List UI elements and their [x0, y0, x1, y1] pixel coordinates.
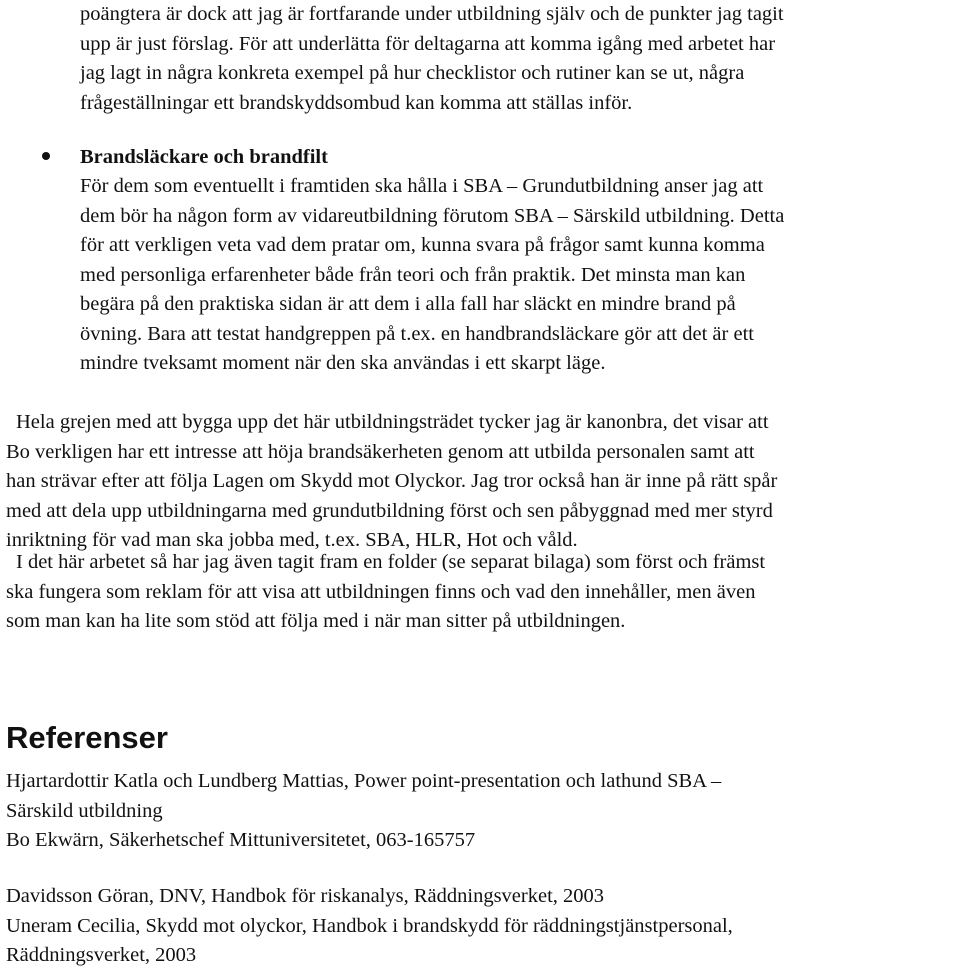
intro-paragraph	[80, 0, 784, 118]
text-line: jag lagt in några konkreta exempel på hur checklistor och rutiner kan se ut, några	[80, 62, 745, 84]
text-line: mindre tveksamt moment när den ska användas i ett skarpt läge.	[80, 352, 606, 374]
reference-item: Bo Ekwärn, Säkerhetschef Mittuniversitetet, 063-165757	[6, 829, 476, 851]
text-line: Bo verkligen har ett intresse att höja brandsäkerheten genom att utbilda personalen samt att	[6, 440, 755, 463]
text-line: han strävar efter att följa Lagen om Skydd mot Olyckor. Jag tror också han är inne på rätt spår	[6, 470, 778, 492]
text-line: ska fungera som reklam för att visa att utbildningen finns och vad den innehåller, men även	[6, 580, 756, 603]
reference-item: Hjartardottir Katla och Lundberg Mattias, Power point-presentation och lathund SBA –	[6, 770, 722, 792]
text-line: för att verkligen veta vad dem pratar om, kunna svara på frågor samt kunna komma	[80, 234, 765, 256]
bullet-paragraph	[80, 172, 784, 379]
text-line: Hela grejen med att bygga upp det här utbildningsträdet tycker jag är kanonbra, det visar att	[16, 411, 769, 433]
text-line: frågeställningar ett brandskyddsombud kan komma att ställas inför.	[80, 91, 633, 114]
references-heading: Referenser	[6, 720, 168, 755]
text-line: med att dela upp utbildningarna med grundutbildning först och sen påbyggnad med mer styrd	[6, 499, 773, 522]
reference-item: Särskild utbildning	[6, 799, 163, 822]
text-line: För dem som eventuellt i framtiden ska hålla i SBA – Grundutbildning anser jag att	[80, 175, 764, 197]
reference-item: Räddningsverket, 2003	[6, 944, 197, 966]
text-line: övning. Bara att testat handgreppen på t.ex. en handbrandsläckare gör att det är ett	[80, 322, 754, 345]
bullet-icon	[42, 152, 50, 160]
text-line: begära på den praktiska sidan är att dem i alla fall har släckt en mindre brand på	[80, 293, 736, 315]
body-paragraph	[6, 548, 765, 637]
bullet-heading: Brandsläckare och brandfilt	[80, 146, 328, 168]
reference-item: Uneram Cecilia, Skydd mot olyckor, Handbok i brandskydd för räddningstjänstpersonal,	[6, 914, 733, 937]
body-paragraph	[6, 408, 777, 556]
text-line: poängtera är dock att jag är fortfarande under utbildning själv och de punkter jag tagit	[80, 3, 784, 25]
reference-list	[6, 767, 721, 856]
text-line: dem bör ha någon form av vidareutbildning förutom SBA – Särskild utbildning. Detta	[80, 204, 785, 227]
text-line: I det här arbetet så har jag även tagit fram en folder (se separat bilaga) som först och främst	[16, 551, 766, 573]
text-line: med personliga erfarenheter både från teori och från praktik. Det minsta man kan	[80, 263, 746, 286]
reference-list	[6, 882, 733, 971]
text-line: upp är just förslag. För att underlätta för deltagarna att komma igång med arbetet har	[80, 32, 776, 55]
text-line: som man kan ha lite som stöd att följa med i när man sitter på utbildningen.	[6, 610, 626, 632]
text-line: inriktning för vad man ska jobba med, t.ex. SBA, HLR, Hot och våld.	[6, 529, 578, 551]
reference-item: Davidsson Göran, DNV, Handbok för riskanalys, Räddningsverket, 2003	[6, 885, 605, 907]
